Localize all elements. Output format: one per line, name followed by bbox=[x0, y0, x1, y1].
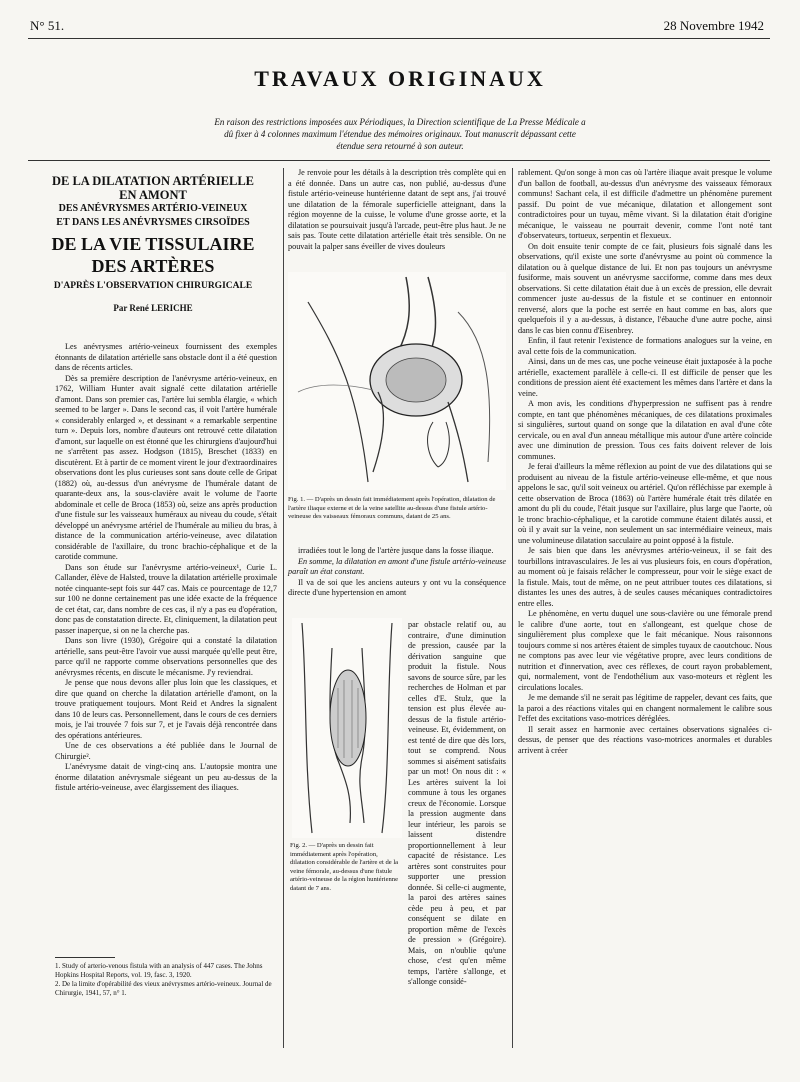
header-rule bbox=[28, 38, 770, 39]
column-3-text bbox=[518, 168, 772, 1048]
figure-2-caption: Fig. 2. — D'après un dessin fait immédiatement après l'opération, dilatation considérable de l'artère et de la veine fémorale, au-dessus d'une fistule artério-veineuse de la région huntérienne datant de 7 ans. bbox=[290, 842, 399, 892]
footnotes bbox=[55, 962, 277, 998]
paragraph: Je ferai d'ailleurs la même réflexion au point de vue des dilatations qui se produisent au niveau de la fistule artério-veineuse elle-même, et que nous appelons le sac, qu'il soit veineux ou artériel. Qu'on réfléchisse par exemple à cette observation de Broca (1863) où l'artère humérale était très dilatée en amont du pli du coude, l'était jusque sur l'axillaire, plus large que l'aorte, où le tronc brachio-céphalique, et la carotide commune étaient dilatés aussi, et où il y avait sur la veine, non seulement un sac intermédiaire veineux, mais une volumineuse dilatation sacculaire au point opposé à la fistule. bbox=[518, 462, 772, 545]
paragraph: Dans son étude sur l'anévrysme artério-veineux¹, Curie L. Callander, élève de Halsted, trouve la dilatation artérielle proximale notée cinquante-sept fois sur 447 cas. Mais ce pourcentage de 12,7 sur 100 ne donne certainement pas une idée exacte de la fréquence de cet état, car, dans nombre de ces cas, il n'y a pas eu d'opération, donc pas de constatation directe. Et, cliniquement, la dilatation peut passer inaperçue, si on ne la cherche pas. bbox=[55, 562, 278, 635]
paragraph: Il va de soi que les anciens auteurs y ont vu la conséquence directe d'une hypertension en amont bbox=[288, 577, 506, 597]
section-title: TRAVAUX ORIGINAUX bbox=[254, 66, 546, 91]
title-line-4: ET DANS LES ANÉVRYSMES CIRSOÏDES bbox=[56, 217, 250, 228]
title-line-3: DES ANÉVRYSMES ARTÉRIO-VEINEUX bbox=[58, 203, 248, 214]
paragraph: Je sais bien que dans les anévrysmes artério-veineux, il se fait des tourbillons intravasculaires. Je les ai vus plusieurs fois, en cours d'opération, au moment où je faisais relâcher le compresseur, pour voir le siège exact de la fistule. Mais, tout de même, on ne peut attribuer toutes ces dilatations, si distantes les unes des autres, à de seules causes mécaniques contradictoires entre elles. bbox=[518, 546, 772, 608]
paragraph: Dans son livre (1930), Grégoire qui a constaté la dilatation artérielle, sans peut-être l'avoir vue aussi marquée qu'elle peut être, parce qu'il ne rapporte comme observations personnelles que des anévrysmes récents, en discute le mécanisme. J'y reviendrai. bbox=[55, 636, 277, 677]
figure-1-illustration bbox=[288, 272, 506, 490]
paragraph: En somme, la dilatation en amont d'une fistule artério-veineuse paraît un état constant. bbox=[288, 556, 506, 576]
notice-rule bbox=[28, 160, 770, 161]
issue-date: 28 Novembre 1942 bbox=[663, 18, 764, 33]
figure-1-caption: Fig. 1. — D'après un dessin fait immédiatement après l'opération, dilatation de l'artère iliaque externe et de la veine satellite au-dessus d'une fistule artério-veineuse des vaisseaux fémoraux communs, datant de 25 ans. bbox=[288, 496, 496, 520]
title-line-6: DES ARTÈRES bbox=[91, 256, 215, 276]
title-line-2: EN AMONT bbox=[119, 188, 187, 202]
article-title-block bbox=[28, 174, 278, 313]
title-line-7: D'APRÈS L'OBSERVATION CHIRURGICALE bbox=[53, 281, 253, 291]
paragraph: Je pense que nous devons aller plus loin que les classiques, et dire que quand on cherche la dilatation artérielle d'amont, on la trouve pratiquement toujours. Mont Reid et Andres la signalent dans 10 de leurs cas. Personnellement, dans le cours de ces derniers mois, je l'ai trouvée 7 fois sur 7, et je l'avais déjà rencontrée dans des opérations antérieures. bbox=[55, 678, 277, 740]
column-2-top-text bbox=[288, 168, 506, 270]
paragraph: Une de ces observations a été publiée dans le Journal de Chirurgie². bbox=[55, 741, 277, 761]
title-line-1: DE LA DILATATION ARTÉRIELLE bbox=[51, 174, 255, 188]
column-2-right-text bbox=[408, 620, 506, 986]
figure-1 bbox=[288, 272, 506, 492]
column-divider bbox=[283, 168, 284, 1048]
paragraph: irradiées tout le long de l'artère jusque dans la fosse iliaque. bbox=[298, 546, 494, 555]
footnote-rule bbox=[55, 957, 115, 958]
paragraph: Ainsi, dans un de mes cas, une poche veineuse était juxtaposée à la poche artérielle, exactement parallèle à celle-ci. Il est difficile de penser que les conditions de pression aient été exactement les mêmes dans l'artère et dans la veine. bbox=[518, 357, 772, 398]
paragraph: A mon avis, les conditions d'hyperpression ne suffisent pas à rendre compte, en tant que phénomènes mécaniques, de ces dilatations proximales si singulières, surtout quand on songe que la dilatation en aval d'une côte cervicale, ou en aval d'un anneau métallique mis autour d'une artère coïncide avec une diminution de pression. Tous ces faits doivent relever de lois communes. bbox=[518, 399, 772, 461]
title-line-5: DE LA VIE TISSULAIRE bbox=[51, 234, 255, 254]
paragraph: L'anévrysme datait de vingt-cinq ans. L'autopsie montra une énorme dilatation anévrysmale siégeant un peu au-dessus de la fistule artério-veineuse, avec élargissement des iliaques. bbox=[55, 762, 277, 792]
paragraph: Enfin, il faut retenir l'existence de formations analogues sur la veine, en aval cette fois de la communication. bbox=[518, 336, 772, 356]
paragraph: On doit ensuite tenir compte de ce fait, plusieurs fois signalé dans les observations, qu'il existe une sorte d'anévrysme au point où commence la dilatation ou à quelque distance de lui. Et non pas toujours un anévrysme fusiforme, mais souvent un anévrysme sacciforme, comme dans mes deux observations. Si cette dilatation était due à un excès de pression, elle devrait commencer juste au-dessus de la fistule et se continuer en entonnoir renversé, alors que la poche est serrée en haut comme en bas, alors que quelquefois il y a au-dessus, à distance, l'ébauche d'une autre poche, ainsi dans le cas bien connu d'Eisenbrey. bbox=[518, 241, 772, 335]
issue-number: N° 51. bbox=[30, 18, 65, 33]
paragraph: Il serait assez en harmonie avec certaines observations signalées ci-dessus, de penser que des réactions vaso-motrices anormales et durables arrivent à créer bbox=[518, 724, 772, 755]
paragraph: par obstacle relatif ou, au contraire, d'une diminution de pression, causée par la dérivation sanguine que produit la fistule. Nous savons de source sûre, par les recherches de Holman et par celles d'E. Stulz, que la tension est plus élevée au-dessus de la fistule artério-veineuse. Et, évidemment, on est tenté de dire que dès lors, tout se comprend. Nous sommes si aisément satisfaits par un mot! On nous dit : « Les artères suivent la loi commune à tous les organes creux de l'économie. Lorsque la pression augmente dans leur intérieur, les parois se laissent distendre proportionnellement à leur capacité de résistance. Les artères sont construites pour supporter une pression donnée. Si celle-ci augmente, la paroi des artères saines cède peu à peu, et par conséquent se dilate en proportion même de l'excès de pression » (Grégoire). Mais, on n'oublie qu'une chose, c'est qu'en même temps, l'artère s'allonge, et s'allonge considé- bbox=[408, 620, 506, 986]
column-1-text bbox=[55, 342, 277, 952]
figure-2-illustration bbox=[292, 618, 402, 838]
paragraph: Je renvoie pour les détails à la description très complète qui en a été donnée. Dans un autre cas, non publié, au-dessus d'une fistule artério-veineuse huntérienne datant de sept ans, j'ai trouvé une dilatation de la fémorale superficielle atteignant, dans la région moyenne de la cuisse, le volume d'une grosse aorte, et la dilatation se poursuivait jusqu'à l'arcade, peut-être plus haut. Je ne sais pas. Toute cette dilatation artérielle était très sensible. On ne pouvait la palper sans éveiller de vives douleurs bbox=[288, 168, 506, 251]
column-divider bbox=[512, 168, 513, 1048]
article-author: Par René LERICHE bbox=[113, 303, 193, 313]
footnote-1: 1. Study of arterio-venous fistula with an analysis of 447 cases. The Johns Hopkins Hospital Reports, vol. 19, fasc. 3, 1920. bbox=[55, 962, 263, 979]
paragraph: Le phénomène, en vertu duquel une sous-clavière ou une fémorale prend le calibre d'une aorte, tout en s'allongeant, est quelque chose de singulièrement plus complexe que le fait mécanique. Nous raisonnons toujours comme si nos artères étaient de simples tuyaux de caoutchouc. Nous ne comptons pas avec leur vie végétative propre, avec leurs conditions de nutrition et d'innervation, avec ces réflexes, de court rayon probablement, qui, normalement, vont de l'endothélium aux vaso-moteurs et règlent les circulations locales. bbox=[518, 609, 772, 692]
figure-2 bbox=[292, 618, 402, 838]
editorial-notice: En raison des restrictions imposées aux Périodiques, la Direction scientifique de La Presse Médicale a dû fixer à 4 colonnes maximum l'étendue des mémoires originaux. Tout manuscrit dépassant cette étendue sera retourné à son auteur. bbox=[214, 117, 586, 151]
paragraph: Dès sa première description de l'anévrysme artério-veineux, en 1762, William Hunter avait signalé cette dilatation artérielle d'amont. Dans son premier cas, l'artère lui sembla élargie, « which seemed to be larger ». Dans le second cas, il voit l'artère humérale « considerably enlarged », et dessinant « a remarkable serpentine turn ». Depuis lors, nombre d'auteurs ont retrouvé cette dilatation d'amont, sur laquelle on est étonné que les chirurgiens d'aujourd'hui ne s'arrêtent pas assez. Hodgson (1815), Breschet (1833) en discutèrent. Et à partir de ce moment virent le jour d'extraordinaires observations dont les plus curieuses sont sans doute celle de Gripat (1882) où, au-dessus d'un anévrysme de l'humérale datant de quarante-deux ans, la sous-clavière avait le volume de l'aorte abdominale et celle de Broca (1853) où, seize ans après production d'une fistule sur les vaisseaux huméraux au niveau du coude, s'était développé un anévrysme artériel de l'humérale au milieu du bras, à distance de la communication artério-veineuse, avec dilatation considérable de l'axillaire, du tronc brachio-céphalique et de la carotide commune. bbox=[55, 373, 277, 561]
paragraph: Je me demande s'il ne serait pas légitime de rappeler, devant ces faits, que la paroi a des réactions vitales qui en changent normalement le calibre sous l'effet des excitations vaso-motrices déréglées. bbox=[518, 693, 772, 723]
paragraph: Les anévrysmes artério-veineux fournissent des exemples étonnants de dilatation artérielle sans obstacle dont il a été question dans de récents articles. bbox=[55, 342, 277, 372]
column-2-mid-text bbox=[288, 546, 506, 616]
paragraph: rablement. Qu'on songe à mon cas où l'artère iliaque avait presque le volume d'un ballon de football, au-dessus d'un anévrysme des vaisseaux fémoraux communs! Sachant cela, il est difficile d'admettre un phénomène purement passif. Du point de vue mécanique, dilatation et allongement sont contradictoires pour un tuyau, même vivant. Si la dilatation était d'origine mécanique, le vaisseau ne pourrait devenir, comme l'ont noté tant d'observateurs, tortueux, serpentin et flexueux. bbox=[518, 168, 772, 240]
footnote-2: 2. De la limite d'opérabilité des vieux anévrysmes artério-veineux. Journal de Chirurgie, 1941, 57, n° 1. bbox=[55, 980, 272, 997]
